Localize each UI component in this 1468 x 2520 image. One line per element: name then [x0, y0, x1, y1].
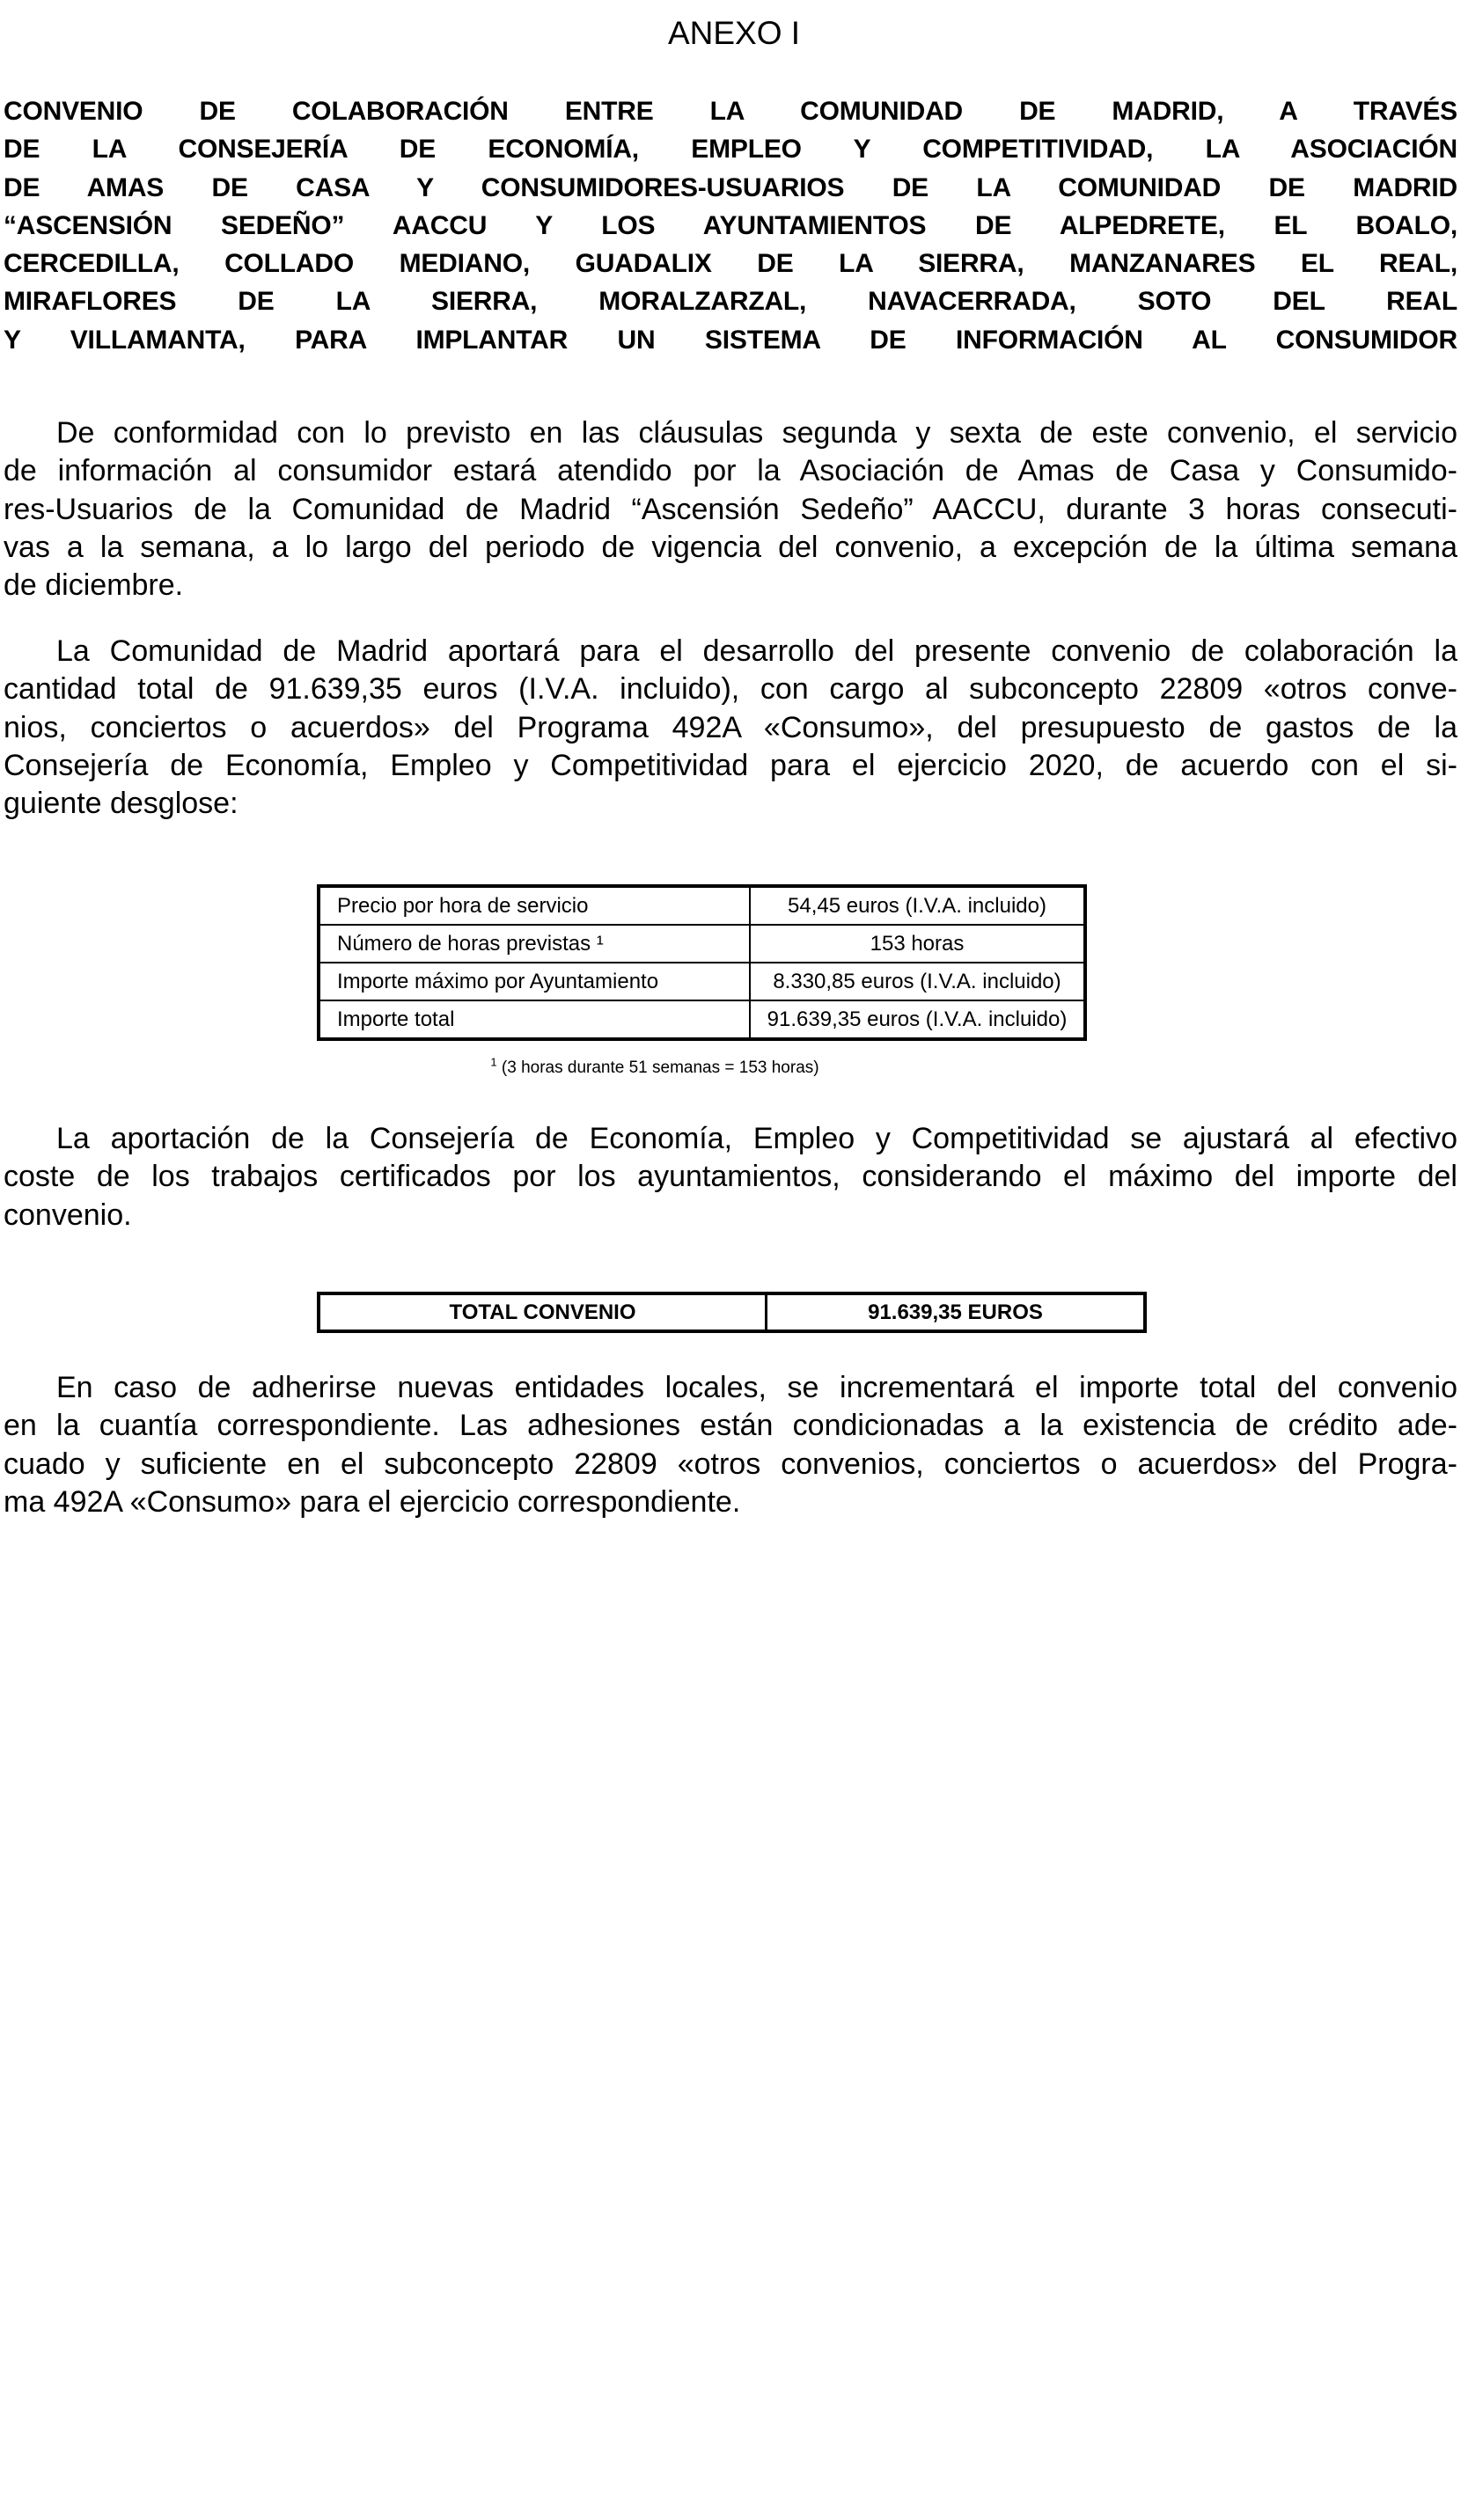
text-line: La aportación de la Consejería de Economía, Empleo y Competitividad se ajustará al efectivo: [56, 1122, 1457, 1155]
footnote-text: (3 horas durante 51 semanas = 153 horas): [496, 1059, 819, 1077]
table-row: [319, 925, 1085, 963]
annex-title: ANEXO I: [667, 15, 801, 51]
text-line: CONVENIO DE COLABORACIÓN ENTRE LA COMUNIDAD DE MADRID, A TRAVÉS: [4, 97, 1457, 126]
cost-breakdown-table-body: [319, 886, 1085, 1039]
table-cell: Importe máximo por Ayuntamiento: [319, 963, 750, 1000]
text-line: convenio.: [4, 1198, 132, 1232]
table-cell: Precio por hora de servicio: [319, 886, 750, 925]
table-row: [319, 1293, 1145, 1331]
text-line: CERCEDILLA, COLLADO MEDIANO, GUADALIX DE LA SIERRA, MANZANARES EL REAL,: [4, 249, 1457, 279]
paragraph-ajuste-coste: [4, 1120, 1457, 1234]
text-line: La Comunidad de Madrid aportará para el desarrollo del presente convenio de colaboración la: [56, 634, 1457, 668]
table-cell: 91.639,35 EUROS: [767, 1293, 1146, 1331]
text-line: En caso de adherirse nuevas entidades locales, se incrementará el importe total del convenio: [56, 1371, 1457, 1404]
cost-breakdown-table: [317, 884, 1087, 1041]
paragraph-servicio-informacion: [4, 414, 1457, 604]
table-cell: 91.639,35 euros (I.V.A. incluido): [750, 1000, 1085, 1039]
text-line: Consejería de Economía, Empleo y Competitividad para el ejercicio 2020, de acuerdo con el si-: [4, 748, 1457, 782]
paragraph-aportacion-comunidad: [4, 633, 1457, 823]
text-line: “ASCENSIÓN SEDEÑO” AACCU Y LOS AYUNTAMIENTOS DE ALPEDRETE, EL BOALO,: [4, 210, 1457, 240]
text-line: DE LA CONSEJERÍA DE ECONOMÍA, EMPLEO Y COMPETITIVIDAD, LA ASOCIACIÓN: [4, 135, 1457, 165]
text-line: res-Usuarios de la Comunidad de Madrid “Ascensión Sedeño” AACCU, durante 3 horas consecuti-: [4, 492, 1457, 526]
text-line: en la cuantía correspondiente. Las adhesiones están condicionadas a la existencia de crédito ade-: [4, 1409, 1457, 1443]
text-line: de diciembre.: [4, 568, 184, 603]
text-line: De conformidad con lo previsto en las cláusulas segunda y sexta de este convenio, el servicio: [56, 416, 1457, 450]
paragraph-nuevas-entidades: [4, 1369, 1457, 1521]
table-row: [319, 1000, 1085, 1039]
table-cell: Número de horas previstas ¹: [319, 925, 750, 963]
total-convenio-table-body: [319, 1293, 1145, 1331]
text-line: cantidad total de 91.639,35 euros (I.V.A. incluido), con cargo al subconcepto 22809 «otros conve-: [4, 672, 1457, 707]
footnote-marker: 1: [490, 1055, 497, 1069]
text-line: guiente desglose:: [4, 787, 239, 821]
text-line: DE AMAS DE CASA Y CONSUMIDORES-USUARIOS DE LA COMUNIDAD DE MADRID: [4, 172, 1457, 202]
text-line: MIRAFLORES DE LA SIERRA, MORALZARZAL, NAVACERRADA, SOTO DEL REAL: [4, 287, 1457, 317]
table-row: [319, 963, 1085, 1000]
table-cell: Importe total: [319, 1000, 750, 1039]
table-cell: TOTAL CONVENIO: [319, 1293, 767, 1331]
text-line: cuado y suficiente en el subconcepto 22809 «otros convenios, conciertos o acuerdos» del Progra-: [4, 1447, 1457, 1481]
table-cell: 153 horas: [750, 925, 1085, 963]
footnote: [0, 1056, 1310, 1081]
text-line: nios, conciertos o acuerdos» del Programa 492A «Consumo», del presupuesto de gastos de la: [4, 710, 1457, 744]
table-cell: 54,45 euros (I.V.A. incluido): [750, 886, 1085, 925]
table-row: [319, 886, 1085, 925]
text-line: de información al consumidor estará atendido por la Asociación de Amas de Casa y Consumido-: [4, 454, 1457, 488]
text-line: ma 492A «Consumo» para el ejercicio correspondiente.: [4, 1484, 741, 1519]
text-line: coste de los trabajos certificados por los ayuntamientos, considerando el máximo del importe del: [4, 1160, 1457, 1194]
table-cell: 8.330,85 euros (I.V.A. incluido): [750, 963, 1085, 1000]
total-convenio-table: [317, 1292, 1147, 1333]
text-line: vas a la semana, a lo largo del periodo de vigencia del convenio, a excepción de la última semana: [4, 530, 1457, 564]
convenio-heading: [4, 92, 1457, 359]
text-line: Y VILLAMANTA, PARA IMPLANTAR UN SISTEMA DE INFORMACIÓN AL CONSUMIDOR: [4, 325, 1457, 355]
